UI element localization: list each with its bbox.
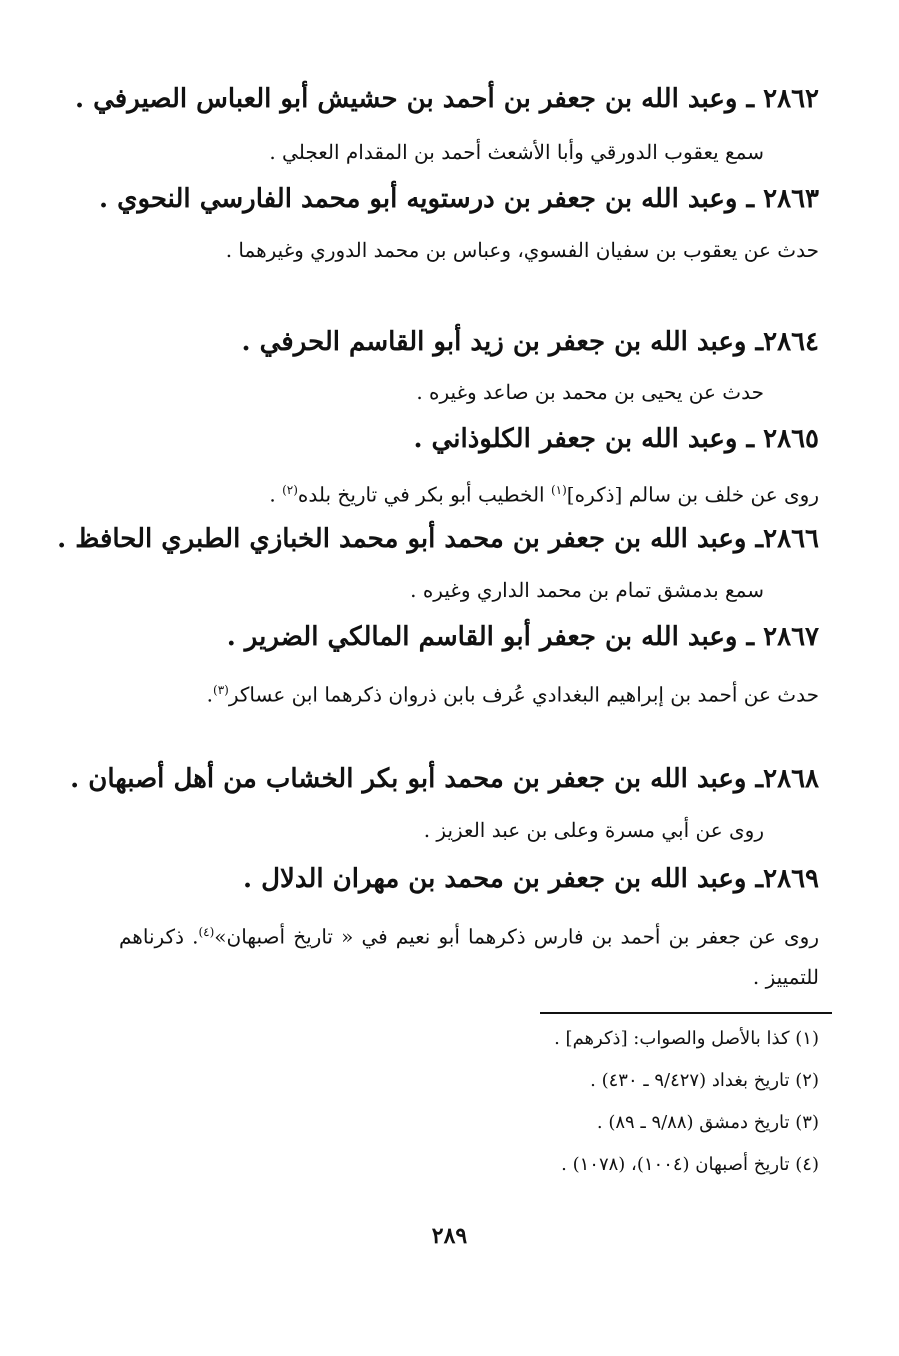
entry-body: روى عن جعفر بن أحمد بن فارس ذكرهما أبو نعيم في « تاريخ أصبهان»$^{(٤)}$. ذكرناهم للتمييز . [119, 924, 819, 989]
entry-body: سمع يعقوب الدورقي وأبا الأشعث أحمد بن المقدام العجلي . [269, 140, 764, 164]
entry-heading: ٢٨٦٨ـ وعبد الله بن جعفر بن محمد أبو بكر الخشاب من أهل أصبهان . [70, 764, 819, 794]
footnote-ref: (٣) [213, 683, 229, 697]
footnote-ref: (١) [550, 483, 567, 497]
footnote: (٢) تاريخ بغداد (٩/٤٢٧ ـ ٤٣٠) . [590, 1070, 819, 1091]
entry-body: حدث عن يحيى بن محمد بن صاعد وغيره . [416, 380, 764, 404]
footnote: (٣) تاريخ دمشق (٩/٨٨ ـ ٨٩) . [596, 1112, 819, 1133]
entry-body: روى عن خلف بن سالم [ذكره]$^{(١)}$ الخطيب أبو بكر في تاريخ بلده$^{(٢)}$ . [269, 482, 819, 507]
footnote: (١) كذا بالأصل والصواب: [ذكرهم] . [554, 1028, 819, 1049]
entry-heading: ٢٨٦٤ـ وعبد الله بن جعفر بن زيد أبو القاسم الحرفي . [241, 327, 819, 357]
footnote-separator [540, 1012, 832, 1014]
footnote-ref: (٤) [198, 925, 215, 939]
entry-heading: ٢٨٦٢ ـ وعبد الله بن جعفر بن أحمد بن حشيش أبو العباس الصيرفي . [75, 84, 819, 114]
entry-body: حدث عن يعقوب بن سفيان الفسوي، وعباس بن محمد الدوري وغيرهما . [225, 238, 819, 262]
entry-heading: ٢٨٦٣ ـ وعبد الله بن جعفر بن درستويه أبو محمد الفارسي النحوي . [98, 184, 819, 214]
footnote: (٤) تاريخ أصبهان (١٠٠٤)، (١٠٧٨) . [561, 1154, 819, 1175]
entry-body: روى عن أبي مسرة وعلى بن عبد العزيز . [423, 818, 764, 842]
footnote-ref: (٢) [282, 483, 298, 497]
entry-heading: ٢٨٦٥ ـ وعبد الله بن جعفر الكلوذاني . [413, 424, 819, 454]
entry-body: سمع بدمشق تمام بن محمد الداري وغيره . [410, 578, 764, 602]
entry-heading: ٢٨٦٦ـ وعبد الله بن جعفر بن محمد أبو محمد الخبازي الطبري الحافظ . [57, 524, 819, 554]
page-number: ٢٨٩ [431, 1223, 468, 1249]
entry-body: حدث عن أحمد بن إبراهيم البغدادي عُرف بابن ذروان ذكرهما ابن عساكر$^{(٣)}$. [206, 682, 819, 707]
entry-heading: ٢٨٦٩ـ وعبد الله بن جعفر بن محمد بن مهران الدلال . [243, 864, 819, 894]
entry-heading: ٢٨٦٧ ـ وعبد الله بن جعفر أبو القاسم المالكي الضرير . [226, 622, 819, 652]
